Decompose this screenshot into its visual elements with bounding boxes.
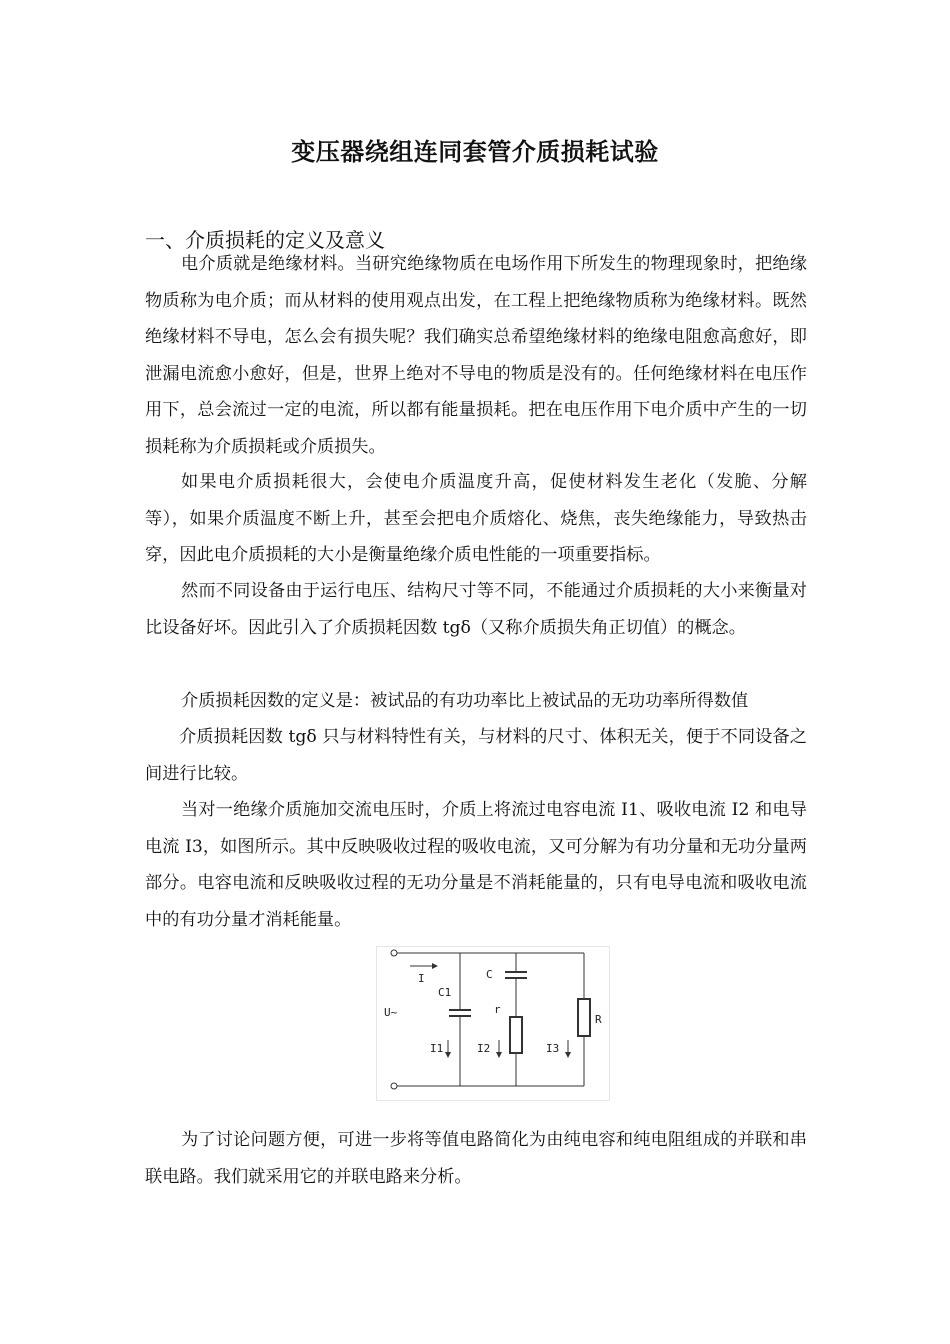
section-heading: 一、介质损耗的定义及意义 — [145, 228, 385, 252]
paragraph-5: 介质损耗因数 tgδ 只与材料特性有关，与材料的尺寸、体积无关，便于不同设备之间进行比较。 — [145, 727, 807, 784]
label-r: r — [494, 1003, 501, 1016]
paragraph-2: 如果电介质损耗很大，会使电介质温度升高，促使材料发生老化（发脆、分解等），如果介质温度不断上升，甚至会把电介质熔化、烧焦，丧失绝缘能力，导致热击穿，因此电介质损耗的大小是衡量绝缘介质电性能的一项重要指标。 — [145, 472, 807, 565]
terminal-bottom — [391, 1083, 397, 1089]
paragraph-4: 介质损耗因数的定义是：被试品的有功功率比上被试品的无功功率所得数值 — [181, 691, 749, 711]
label-i3: I3 — [546, 1042, 560, 1055]
resistor-big-r — [578, 999, 590, 1036]
circuit-diagram — [376, 946, 610, 1101]
label-current-total: I — [418, 972, 425, 985]
paragraph-6: 当对一绝缘介质施加交流电压时，介质上将流过电容电流 I1、吸收电流 I2 和电导电流 I3，如图所示。其中反映吸收过程的吸收电流，又可分解为有功分量和无功分量两部分。电容电流和反映吸收过程的无功分量是不消耗能量的，只有电导电流和吸收电流中的有功分量才消耗能量。 — [145, 800, 807, 930]
label-voltage: U~ — [384, 1006, 398, 1019]
resistor-r — [510, 1017, 522, 1053]
paragraph-3: 然而不同设备由于运行电压、结构尺寸等不同，不能通过介质损耗的大小来衡量对比设备好坏。因此引入了介质损耗因数 tgδ（又称介质损失角正切值）的概念。 — [145, 581, 807, 638]
document-title: 变压器绕组连同套管介质损耗试验 — [291, 137, 659, 166]
label-i2: I2 — [477, 1042, 491, 1055]
paragraph-7: 为了讨论问题方便，可进一步将等值电路简化为由纯电容和纯电阻组成的并联和串联电路。我们就采用它的并联电路来分析。 — [145, 1130, 807, 1187]
terminal-top — [391, 950, 397, 956]
equivalent-circuit-figure — [376, 946, 610, 1101]
paragraph-1: 电介质就是绝缘材料。当研究绝缘物质在电场作用下所发生的物理现象时，把绝缘物质称为电介质；而从材料的使用观点出发，在工程上把绝缘物质称为绝缘材料。既然绝缘材料不导电，怎么会有损失呢？我们确实总希望绝缘材料的绝缘电阻愈高愈好，即泄漏电流愈小愈好，但是，世界上绝对不导电的物质是没有的。任何绝缘材料在电压作用下，总会流过一定的电流，所以都有能量损耗。把在电压作用下电介质中产生的一切损耗称为介质损耗或介质损失。 — [145, 254, 807, 457]
label-i1: I1 — [430, 1042, 444, 1055]
label-c: C — [486, 968, 493, 981]
label-c1: C1 — [438, 986, 452, 999]
label-big-r: R — [595, 1013, 602, 1026]
